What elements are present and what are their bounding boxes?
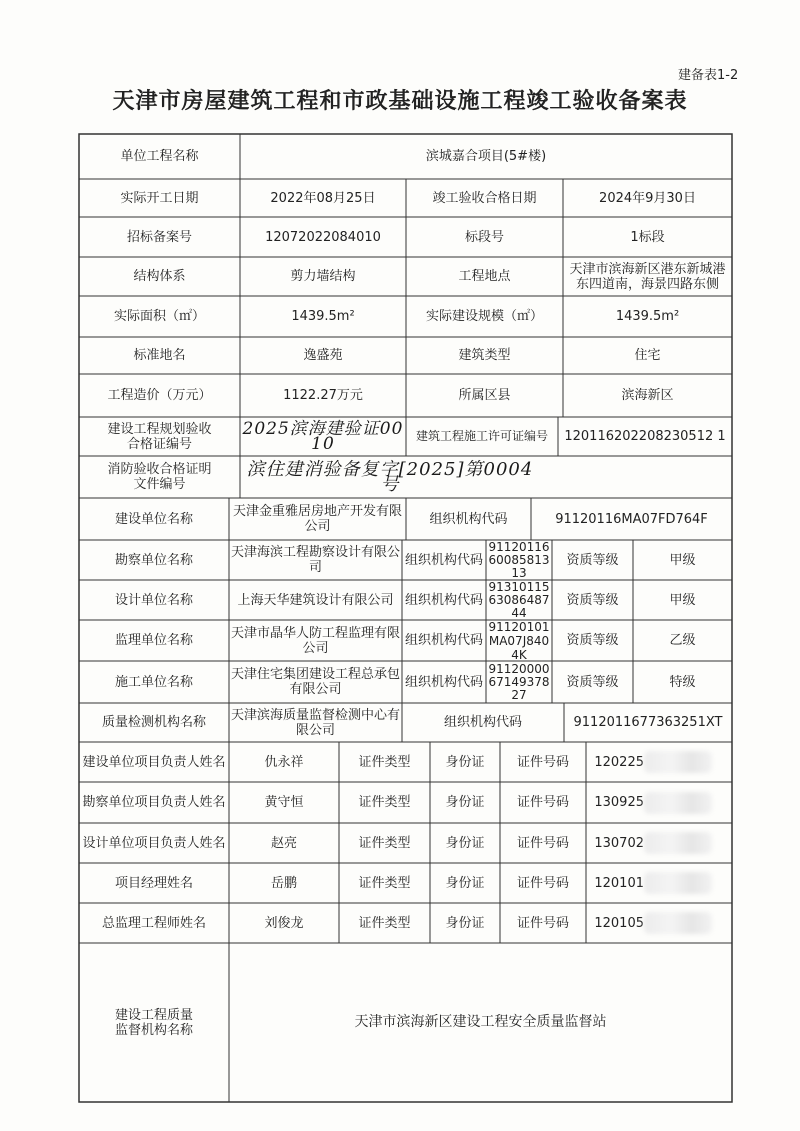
- permit-label: 建筑工程施工许可证编号: [415, 429, 548, 443]
- contractor-unit-grade: 特级: [669, 674, 696, 690]
- redaction-blur: [644, 792, 712, 814]
- construction-unit-code-label: 组织机构代码: [429, 511, 508, 527]
- supervision-unit-grade-label: 资质等级: [566, 633, 619, 648]
- supervision-unit-name: 天津市晶华人防工程监理有限公司: [231, 625, 401, 656]
- project-name-label: 单位工程名称: [120, 149, 199, 164]
- survey-unit-label: 勘察单位名称: [114, 552, 193, 568]
- completion-date-value: 2024年9月30日: [599, 190, 696, 206]
- design-unit-grade: 甲级: [669, 592, 696, 608]
- area-label: 实际面积（㎡）: [113, 309, 205, 324]
- chief-supervisor-idtype: 身份证: [445, 915, 485, 931]
- chief-supervisor-idtype-label: 证件类型: [358, 915, 411, 931]
- form-code: 建备表1-2: [678, 68, 739, 83]
- design-pm-label: 设计单位项目负责人姓名: [82, 835, 226, 851]
- std-name-label: 标准地名: [133, 348, 186, 363]
- fire-cert-handwritten: 滨住建消验备复字[2025]第0004号: [246, 459, 534, 495]
- project-manager-idtype: 身份证: [445, 875, 485, 891]
- cost-label: 工程造价（万元）: [107, 388, 212, 403]
- survey-pm-name: 黄守恒: [264, 795, 304, 810]
- survey-pm-label: 勘察单位项目负责人姓名: [82, 795, 226, 810]
- project-manager-label: 项目经理姓名: [114, 875, 193, 891]
- testing-unit-label: 质量检测机构名称: [101, 715, 206, 730]
- survey-pm-idno: 130925: [594, 795, 644, 810]
- location-label: 工程地点: [458, 269, 511, 284]
- cost-value: 1122.27万元: [283, 388, 363, 403]
- construction-unit-name: 天津金重雅居房地产开发有限公司: [232, 504, 402, 534]
- contractor-unit-label: 施工单位名称: [114, 674, 193, 690]
- district-label: 所属区县: [458, 388, 511, 403]
- structure-value: 剪力墙结构: [290, 269, 356, 284]
- survey-unit-code: 911201166008581313: [488, 540, 550, 580]
- design-unit-code-label: 组织机构代码: [404, 592, 483, 608]
- construction-unit-code: 91120116MA07FD764F: [555, 511, 708, 527]
- contractor-unit-code-label: 组织机构代码: [404, 674, 483, 690]
- owner-pm-idno-label: 证件号码: [516, 754, 569, 770]
- section-label: 标段号: [464, 229, 504, 245]
- contractor-unit-name: 天津住宅集团建设工程总承包有限公司: [231, 667, 401, 697]
- owner-pm-idno: 120225: [594, 754, 644, 770]
- section-value: 1标段: [630, 229, 665, 245]
- plan-cert-label: 建设工程规划验收合格证编号: [107, 421, 212, 452]
- fire-cert-label: 消防验收合格证明文件编号: [107, 462, 212, 492]
- survey-pm-idtype-label: 证件类型: [358, 795, 411, 810]
- design-unit-label: 设计单位名称: [114, 592, 193, 608]
- district-value: 滨海新区: [621, 388, 674, 403]
- testing-unit-name: 天津滨海质量监督检测中心有限公司: [231, 707, 401, 738]
- supervision-unit-grade: 乙级: [669, 633, 696, 648]
- start-date-value: 2022年08月25日: [270, 190, 376, 206]
- project-manager-idno-label: 证件号码: [516, 875, 569, 891]
- survey-unit-code-label: 组织机构代码: [404, 552, 483, 568]
- building-type-label: 建筑类型: [458, 348, 511, 363]
- design-pm-name: 赵亮: [270, 835, 297, 851]
- completion-date-label: 竣工验收合格日期: [432, 190, 537, 206]
- redaction-blur: [644, 832, 712, 854]
- project-manager-idno: 120101: [594, 875, 644, 891]
- permit-value: 120116202208230512 1: [564, 429, 726, 444]
- design-unit-code: 913101156308648744: [488, 580, 550, 620]
- page-title: 天津市房屋建筑工程和市政基础设施工程竣工验收备案表: [112, 89, 688, 114]
- owner-pm-label: 建设单位项目负责人姓名: [82, 754, 226, 770]
- quality-supervision-label: 建设工程质量监督机构名称: [114, 1007, 193, 1038]
- contractor-unit-code: 911200006714937827: [488, 661, 550, 702]
- chief-supervisor-name: 刘俊龙: [264, 915, 304, 931]
- survey-pm-idtype: 身份证: [445, 795, 485, 810]
- building-type-value: 住宅: [634, 348, 661, 363]
- owner-pm-name: 仇永祥: [264, 754, 304, 770]
- owner-pm-idtype-label: 证件类型: [358, 754, 411, 770]
- redaction-blur: [644, 872, 712, 894]
- design-pm-idno-label: 证件号码: [516, 835, 569, 851]
- redaction-blur: [644, 912, 712, 934]
- design-pm-idno: 130702: [594, 835, 644, 851]
- redaction-blur: [644, 751, 712, 773]
- structure-label: 结构体系: [133, 269, 186, 284]
- quality-supervision-value: 天津市滨海新区建设工程安全质量监督站: [354, 1014, 607, 1030]
- owner-pm-idtype: 身份证: [445, 754, 485, 770]
- project-manager-idtype-label: 证件类型: [358, 875, 411, 891]
- contractor-unit-grade-label: 资质等级: [566, 674, 619, 690]
- design-unit-name: 上海天华建筑设计有限公司: [237, 592, 394, 608]
- bid-record-value: 12072022084010: [265, 229, 381, 245]
- supervision-unit-code: 91120101MA07J8404K: [488, 620, 550, 661]
- scale-label: 实际建设规模（㎡）: [425, 309, 543, 324]
- supervision-unit-label: 监理单位名称: [114, 633, 193, 648]
- project-manager-name: 岳鹏: [270, 875, 297, 891]
- design-pm-idtype-label: 证件类型: [358, 835, 411, 851]
- bid-record-label: 招标备案号: [126, 229, 192, 245]
- design-unit-grade-label: 资质等级: [566, 592, 619, 608]
- survey-unit-grade-label: 资质等级: [566, 552, 619, 568]
- location-value: 天津市滨海新区港东新城港东四道南，海景四路东侧: [569, 261, 726, 292]
- area-value: 1439.5m²: [291, 309, 355, 324]
- survey-unit-grade: 甲级: [669, 552, 696, 568]
- supervision-unit-code-label: 组织机构代码: [404, 633, 483, 648]
- chief-supervisor-idno-label: 证件号码: [516, 915, 569, 931]
- project-name-value: 滨城嘉合项目(5#楼): [425, 149, 547, 164]
- testing-unit-code: 9112011677363251XT: [573, 715, 723, 730]
- construction-unit-label: 建设单位名称: [114, 511, 193, 527]
- scale-value: 1439.5m²: [615, 309, 680, 324]
- std-name-value: 逸盛苑: [303, 348, 343, 363]
- survey-unit-name: 天津海滨工程勘察设计有限公司: [231, 545, 401, 575]
- plan-cert-handwritten: 2025滨海建验证0010: [242, 418, 404, 454]
- start-date-label: 实际开工日期: [120, 190, 199, 206]
- testing-unit-code-label: 组织机构代码: [443, 715, 522, 730]
- design-pm-idtype: 身份证: [445, 835, 485, 851]
- survey-pm-idno-label: 证件号码: [516, 795, 569, 810]
- chief-supervisor-idno: 120105: [594, 915, 644, 931]
- chief-supervisor-label: 总监理工程师姓名: [101, 915, 206, 931]
